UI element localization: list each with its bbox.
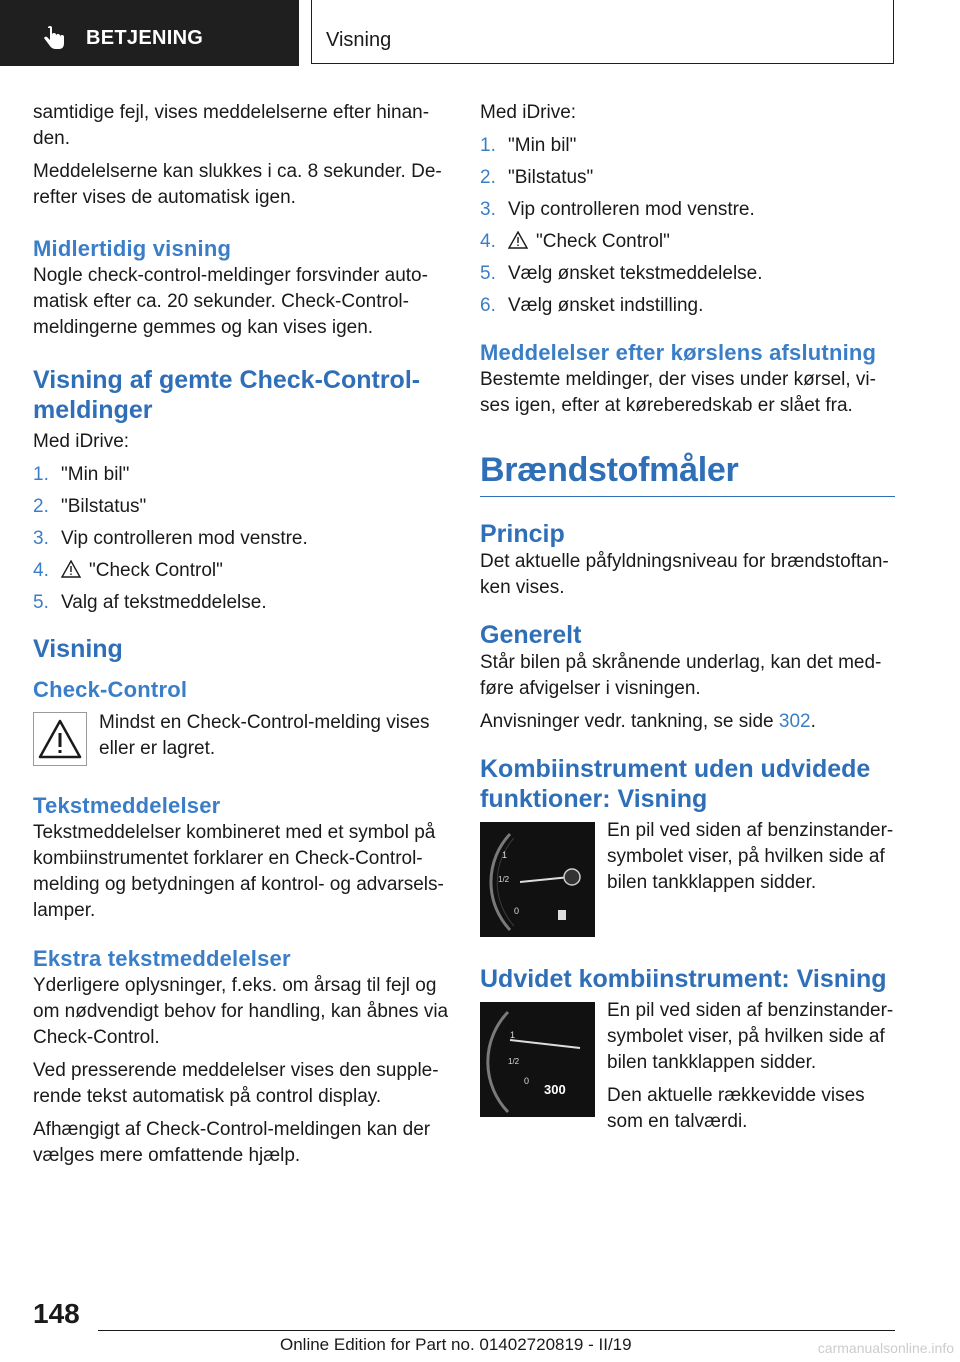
heading-visning-gemte: Visning af gemte Check-Control-meldinger — [33, 366, 421, 424]
extended-fuel-gauge-image — [480, 1002, 595, 1117]
steps-list — [33, 462, 449, 616]
figure-caption: En pil ved siden af benzinstander-symbolet viser, på hvilken side af bilen tankklappen sidder. — [607, 1000, 894, 1073]
figure-caption: Den aktuelle rækkevidde vises som en talværdi. — [607, 1085, 865, 1132]
heading-check-control: Check-Control — [33, 677, 188, 702]
paragraph: Tekstmeddelelser kombineret med et symbol på kombiinstrumentet forklarer en Check-Control-melding og betydningen af kontrol- og advarsels-lamper. — [33, 822, 444, 921]
list-item: 2. "Bilstatus" — [480, 167, 594, 188]
footer-edition: Online Edition for Part no. 01402720819 - II/19 — [280, 1335, 632, 1354]
paragraph: Nogle check-control-meldinger forsvinder auto-matisk efter ca. 20 sekunder. Check-Control-meldingerne gemmes og kan vises igen. — [33, 265, 428, 338]
paragraph: Det aktuelle påfyldningsniveau for brændstoftan-ken vises. — [480, 551, 889, 598]
chapter-heading-braendstofmaaler: Brændstofmåler — [480, 448, 895, 497]
paragraph: Står bilen på skrånende underlag, kan det med-føre afvigelser i visningen. — [480, 652, 882, 699]
list-item: 2. "Bilstatus" — [33, 496, 147, 517]
list-item: 6. Vælg ønsket indstilling. — [480, 295, 704, 316]
heading-midlertidig-visning: Midlertidig visning — [33, 236, 232, 261]
warning-triangle-icon — [34, 713, 86, 765]
fuel-pump-icon — [558, 910, 566, 920]
gauge-label: 1 — [502, 850, 508, 860]
paragraph: samtidige fejl, vises meddelelserne efter hinan-den. — [33, 102, 430, 149]
warning-triangle-icon — [508, 231, 528, 249]
list-item: 5. Valg af tekstmeddelelse. — [33, 592, 267, 613]
list-item: 4. "Check Control" — [480, 231, 670, 252]
right-column — [480, 100, 895, 1142]
paragraph: Med iDrive: — [33, 431, 130, 452]
heading-visning: Visning — [33, 635, 123, 663]
page-header — [311, 0, 894, 64]
gauge-label: 1/2 — [498, 875, 510, 884]
paragraph: Bestemte meldinger, der vises under kørsel, vi-ses igen, efter at køreberedskab er slået fra. — [480, 369, 876, 416]
page-title: Visning — [326, 29, 392, 51]
heading-udvidet-kombiinstrument: Udvidet kombiinstrument: Visning — [480, 965, 887, 993]
gauge-label: 0 — [514, 906, 520, 916]
left-column — [33, 100, 449, 1176]
list-item: 4. "Check Control" — [33, 560, 223, 581]
heading-tekstmeddelelser: Tekstmeddelelser — [33, 793, 221, 818]
warning-box — [33, 712, 87, 766]
figure-block — [480, 998, 895, 1135]
range-readout: 300 — [544, 1082, 566, 1097]
check-control-text: Mindst en Check-Control-melding vises eller er lagret. — [99, 712, 430, 759]
paragraph: Meddelelserne kan slukkes i ca. 8 sekunder. De-refter vises de automatisk igen. — [33, 161, 442, 208]
paragraph: Med iDrive: — [480, 102, 577, 123]
paragraph: Yderligere oplysninger, f.eks. om årsag til fejl og om nødvendigt behov for handling, kan åbnes via Check-Control. — [33, 975, 449, 1048]
section-title: BETJENING — [86, 27, 204, 49]
list-item: 1. "Min bil" — [33, 464, 130, 485]
steps-list — [480, 133, 895, 319]
heading-generelt: Generelt — [480, 621, 582, 649]
page-number: 148 — [33, 1298, 80, 1329]
list-item: 3. Vip controlleren mod venstre. — [33, 528, 308, 549]
hand-pointer-icon — [40, 25, 68, 53]
heading-meddelelser-efter-korslens-afslutning: Meddelelser efter kørslens afslutning — [480, 340, 877, 365]
check-control-block — [33, 710, 449, 772]
paragraph: Anvisninger vedr. tankning, se side 302. — [480, 711, 816, 732]
heading-ekstra-tekstmeddelelser: Ekstra tekstmeddelelser — [33, 946, 291, 971]
gauge-label: 0 — [524, 1076, 530, 1086]
warning-triangle-icon — [61, 560, 81, 578]
page-link[interactable]: 302 — [778, 711, 811, 732]
figure-block — [480, 818, 895, 934]
list-item: 3. Vip controlleren mod venstre. — [480, 199, 755, 220]
heading-princip: Princip — [480, 520, 565, 548]
watermark: carmanualsonline.info — [817, 1340, 954, 1356]
gauge-label: 1/2 — [508, 1057, 520, 1066]
list-item: 5. Vælg ønsket tekstmeddelelse. — [480, 263, 763, 284]
footer-divider — [98, 1330, 895, 1331]
list-item: 1. "Min bil" — [480, 135, 577, 156]
gauge-label: 1 — [510, 1030, 516, 1040]
heading-kombiinstrument-uden-udvidede: Kombiinstrument uden udvidede funktioner: Visning — [480, 755, 871, 813]
figure-caption: En pil ved siden af benzinstander-symbolet viser, på hvilken side af bilen tankklappen sidder. — [607, 820, 894, 893]
section-tab — [0, 0, 299, 66]
paragraph: Afhængigt af Check-Control-meldingen kan der vælges mere omfattende hjælp. — [33, 1119, 431, 1166]
paragraph: Ved presserende meddelelser vises den supple-rende tekst automatisk på control display. — [33, 1060, 439, 1107]
fuel-gauge-image — [480, 822, 595, 937]
